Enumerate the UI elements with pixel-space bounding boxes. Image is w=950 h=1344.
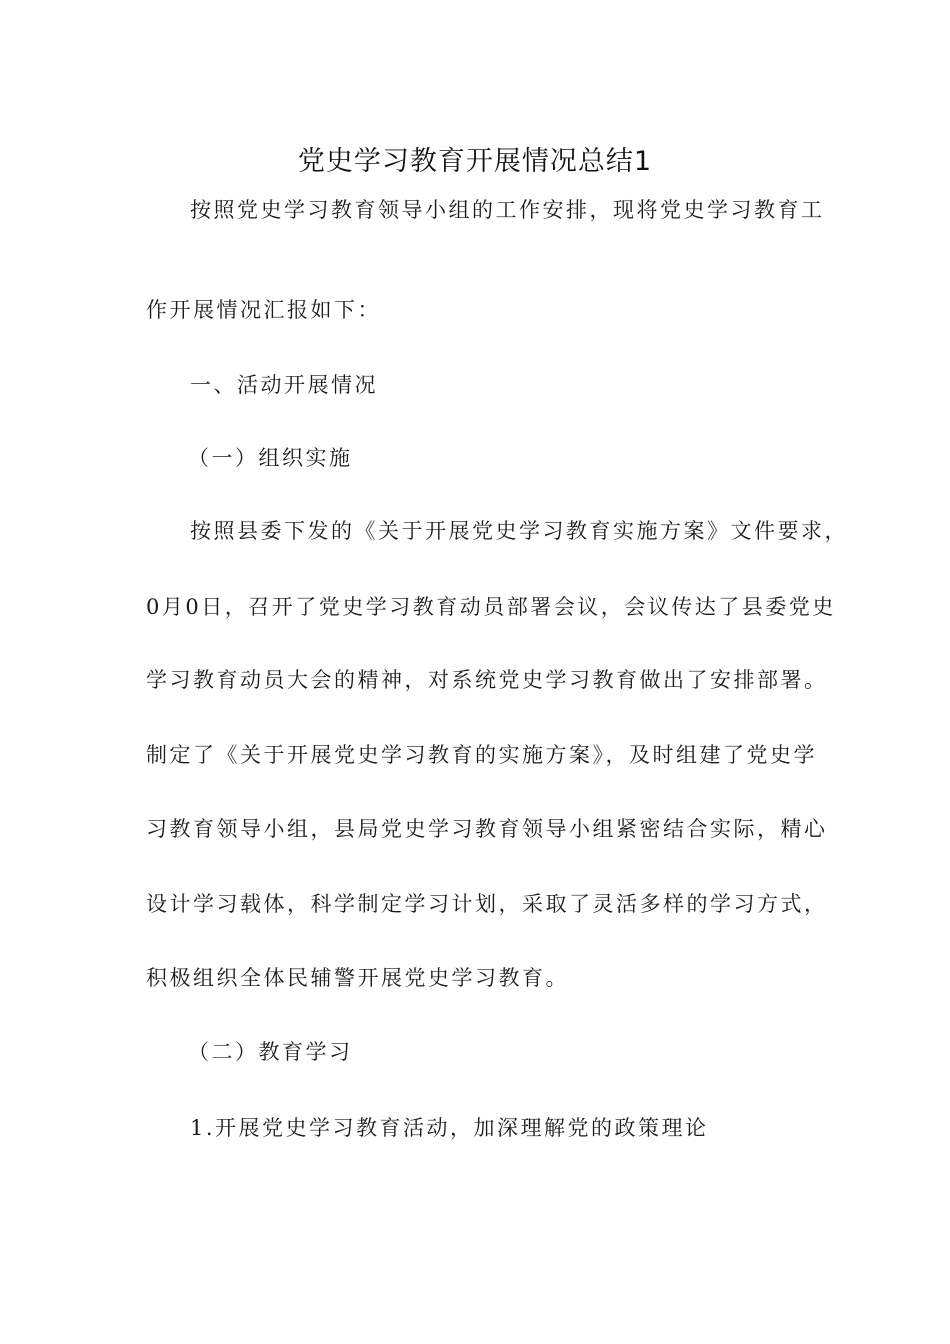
paragraph-intro-line-2: 作开展情况汇报如下： — [146, 298, 381, 322]
paragraph-body-line-6: 设计学习载体，科学制定学习计划，采取了灵活多样的学习方式， — [146, 892, 828, 916]
paragraph-body-line-2: 0月0日，召开了党史学习教育动员部署会议，会议传达了县委党史 — [146, 595, 836, 619]
numbered-item-1: 1.开展党史学习教育活动，加深理解党的政策理论 — [190, 1116, 709, 1140]
paragraph-intro-line-1: 按照党史学习教育领导小组的工作安排，现将党史学习教育工 — [190, 198, 825, 222]
paragraph-body-line-5: 习教育领导小组，县局党史学习教育领导小组紧密结合实际，精心 — [146, 817, 828, 841]
paragraph-body-line-4: 制定了《关于开展党史学习教育的实施方案》，及时组建了党史学 — [146, 743, 817, 767]
paragraph-body-line-1: 按照县委下发的《关于开展党史学习教育实施方案》文件要求， — [190, 519, 848, 543]
document-title: 党史学习教育开展情况总结1 — [297, 146, 653, 177]
paragraph-body-line-3: 学习教育动员大会的精神，对系统党史学习教育做出了安排部署。 — [146, 668, 828, 692]
subsection-heading-1: （一）组织实施 — [188, 446, 353, 470]
paragraph-body-line-7: 积极组织全体民辅警开展党史学习教育。 — [146, 966, 569, 990]
subsection-heading-2: （二）教育学习 — [188, 1040, 353, 1064]
section-heading-1: 一、活动开展情况 — [190, 373, 378, 397]
